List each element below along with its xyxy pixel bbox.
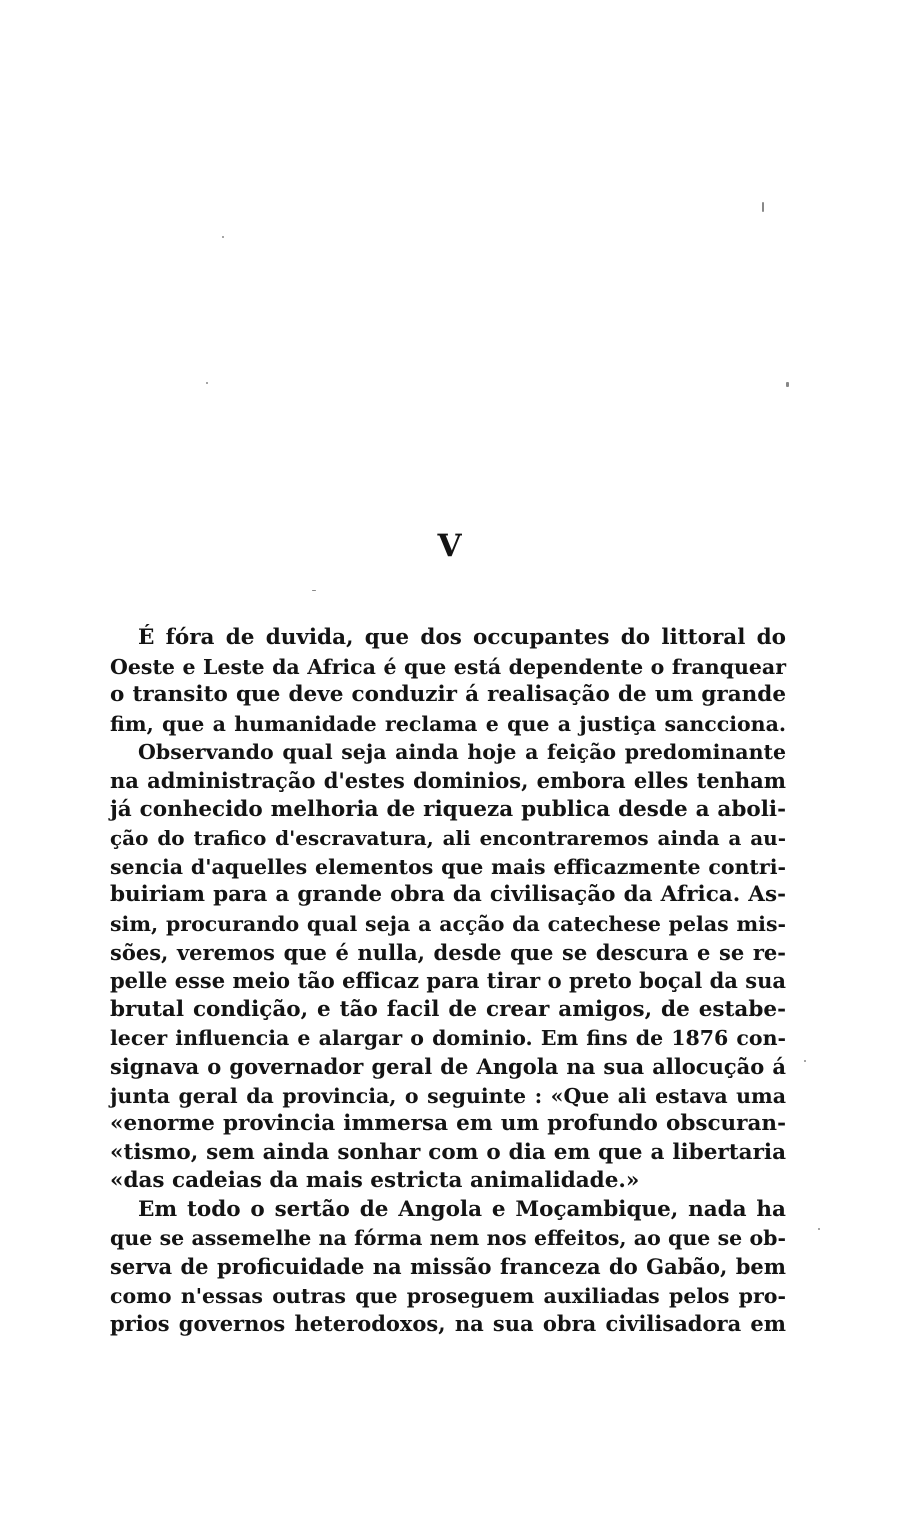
text-line: signava o governador geral de Angola na sua allocução á bbox=[110, 1053, 786, 1079]
text-line: buiriam para a grande obra da civilisação da Africa. As- bbox=[110, 882, 786, 908]
text-line: fim, que a humanidade reclama e que a justiça sancciona. bbox=[110, 711, 786, 736]
text-line: o transito que deve conduzir á realisação de um grande bbox=[110, 682, 786, 708]
text-line: «enorme provincia immersa em um profundo obscuran- bbox=[110, 1111, 786, 1137]
text-line: lecer influencia e alargar o dominio. Em fins de 1876 con- bbox=[110, 1026, 786, 1051]
text-line: prios governos heterodoxos, na sua obra civilisadora em bbox=[110, 1311, 786, 1337]
text-line: «tismo, sem ainda sonhar com o dia em que a libertaria bbox=[110, 1139, 786, 1165]
text-line: na administração d'estes dominios, embora elles tenham bbox=[110, 767, 786, 793]
text-line: serva de proficuidade na missão franceza do Gabão, bem bbox=[110, 1254, 786, 1280]
text-line: junta geral da provincia, o seguinte : «Que ali estava uma bbox=[110, 1083, 786, 1108]
text-line: «das cadeias da mais estricta animalidade.» bbox=[110, 1168, 640, 1194]
text-line: É fóra de duvida, que dos occupantes do littoral do bbox=[138, 625, 786, 650]
text-line: sencia d'aquelles elementos que mais efficazmente contri- bbox=[110, 854, 786, 879]
chapter-heading: V bbox=[437, 528, 463, 564]
text-line: que se assemelhe na fórma nem nos effeitos, ao que se ob- bbox=[110, 1226, 786, 1251]
text-line: sim, procurando qual seja a acção da catechese pelas mis- bbox=[110, 911, 786, 936]
text-line: brutal condição, e tão facil de crear amigos, de estabe- bbox=[110, 996, 786, 1022]
text-line: sões, veremos que é nulla, desde que se descura e se re- bbox=[110, 939, 786, 965]
text-line: já conhecido melhoria de riqueza publica desde a aboli- bbox=[110, 796, 786, 822]
body-text bbox=[110, 624, 786, 1339]
text-line: Oeste e Leste da Africa é que está dependente o franquear bbox=[110, 654, 786, 679]
text-line: Observando qual seja ainda hoje a feição predominante bbox=[138, 740, 786, 765]
text-line: ção do trafico d'escravatura, ali encontraremos ainda a au- bbox=[110, 826, 786, 851]
text-line: pelle esse meio tão efficaz para tirar o preto boçal da sua bbox=[110, 968, 786, 994]
text-line: Em todo o sertão de Angola e Moçambique, nada ha bbox=[138, 1196, 786, 1222]
text-line: como n'essas outras que proseguem auxiliadas pelos pro- bbox=[110, 1283, 786, 1308]
